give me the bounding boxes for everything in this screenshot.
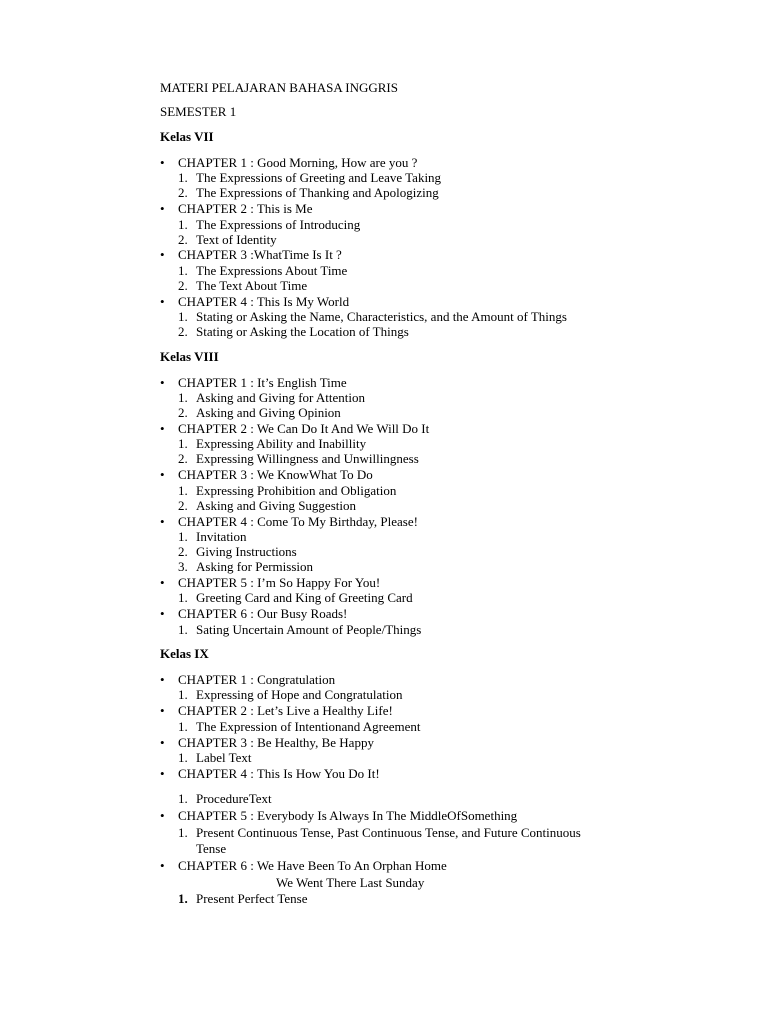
item-text: Present Perfect Tense (196, 891, 308, 906)
bullet-icon: • (160, 294, 165, 309)
item-text: Tense (196, 841, 227, 856)
bullet-icon: • (160, 858, 165, 873)
bullet-icon: • (160, 808, 165, 823)
bullet-icon: • (160, 735, 165, 750)
item-text: Expressing Willingness and Unwillingness (196, 451, 419, 466)
chapter-label: CHAPTER 1 : Good Morning, How are you ? (178, 155, 418, 170)
bullet-icon: • (160, 421, 165, 436)
chapter-label: CHAPTER 5 : Everybody Is Always In The MiddleOfSomething (178, 808, 518, 823)
chapter-label: CHAPTER 4 : This Is My World (178, 294, 350, 309)
chapter-label: CHAPTER 4 : Come To My Birthday, Please! (178, 514, 418, 529)
bullet-icon: • (160, 201, 165, 216)
section-heading-kelas-vii: Kelas VII (160, 129, 214, 144)
item-text: Invitation (196, 529, 247, 544)
item-text: Greeting Card and King of Greeting Card (196, 590, 413, 605)
item-text: The Expression of Intentionand Agreement (196, 719, 421, 734)
bullet-icon: • (160, 606, 165, 621)
chapter-label-line2: We Went There Last Sunday (276, 875, 425, 890)
item-text: Sating Uncertain Amount of People/Things (196, 622, 422, 637)
item-text: Expressing Ability and Inabillity (196, 436, 367, 451)
bullet-icon: • (160, 766, 165, 781)
bullet-icon: • (160, 155, 165, 170)
chapter-label: CHAPTER 2 : Let’s Live a Healthy Life! (178, 703, 393, 718)
bullet-icon: • (160, 375, 165, 390)
chapter-label: CHAPTER 1 : Congratulation (178, 672, 336, 687)
bullet-icon: • (160, 672, 165, 687)
item-text: Text of Identity (196, 232, 277, 247)
item-text: Asking and Giving Suggestion (196, 498, 356, 513)
item-text: The Expressions of Thanking and Apologizing (196, 185, 439, 200)
item-text: Label Text (196, 750, 252, 765)
section-heading-kelas-ix: Kelas IX (160, 646, 209, 661)
chapter-label: CHAPTER 2 : We Can Do It And We Will Do It (178, 421, 430, 436)
bullet-icon: • (160, 575, 165, 590)
chapter-label: CHAPTER 3 : Be Healthy, Be Happy (178, 735, 374, 750)
bullet-icon: • (160, 703, 165, 718)
chapter-label: CHAPTER 5 : I’m So Happy For You! (178, 575, 381, 590)
chapter-label: CHAPTER 1 : It’s English Time (178, 375, 347, 390)
chapter-label: CHAPTER 3 : We KnowWhat To Do (178, 467, 373, 482)
chapter-label: CHAPTER 2 : This is Me (178, 201, 313, 216)
chapter-label: CHAPTER 4 : This Is How You Do It! (178, 766, 380, 781)
item-text: Expressing of Hope and Congratulation (196, 687, 403, 702)
chapter-label: CHAPTER 6 : We Have Been To An Orphan Home (178, 858, 447, 873)
item-text: The Expressions About Time (196, 263, 348, 278)
document-page: MATERI PELAJARAN BAHASA INGGRIS SEMESTER 1 Kelas VII • CHAPTER 1 : Good Morning, How are you ? 1. The Expressions of Greeting and Leave Taking 2. The Expressions of Thanking and Apologizing • CHAPTER 2 : This is Me 1. The Expressions of Introducing 2. Text of Identity • CHAPTER 3 :WhatTime Is It ? 1. The Expressions About Time 2. The Text About Time • CHAPTER 4 : This Is My World 1. Stating or Asking the Name, Characteristics, and the Amount of Things 2. Stating or Asking the Location of Things Kelas VIII • CHAPTER 1 : It’s English Time 1. Asking and Giving for Attention 2. Asking and Giving Opinion • CHAPTER 2 : We Can Do It And We Will Do It 1. Expressing Ability and Inabillity 2. Expressing Willingness and Unwillingness • CHAPTER 3 : We KnowWhat To Do 1. Expressing Prohibition and Obligation 2. Asking and Giving Suggestion • CHAPTER 4 : Come To My Birthday, Please! 1. Invitation 2. Giving Instructions 3. Asking for Permission • CHAPTER 5 : I’m So Happy For You! 1. Greeting Card and King of Greeting Card • CHAPTER 6 : Our Busy Roads! 1. Sating Uncertain Amount of People/Things Kelas IX • CHAPTER 1 : Congratulation 1. Expressing of Hope and Congratulation • CHAPTER 2 : Let’s Live a Healthy Life! 1. The Expression of Intentionand Agreement • CHAPTER 3 : Be Healthy, Be Happy 1. Label Text • CHAPTER 4 : This Is How You Do It! 1. ProcedureText • CHAPTER 5 : Everybody Is Always In The MiddleOfSomething 1. Present Continuous Tense, Past Continuous Tense, and Future Continuous Tense • CHAPTER 6 : We Have Been To An Orphan Home We Went There Last Sunday 1. Present Perfect Tense (160, 80, 581, 906)
bullet-icon: • (160, 467, 165, 482)
item-text: Asking and Giving Opinion (196, 405, 341, 420)
chapter-label: CHAPTER 3 :WhatTime Is It ? (178, 247, 342, 262)
item-text: Giving Instructions (196, 544, 297, 559)
item-text: Asking for Permission (196, 559, 313, 574)
bullet-icon: • (160, 247, 165, 262)
item-text: Expressing Prohibition and Obligation (196, 483, 397, 498)
item-text: Stating or Asking the Location of Things (196, 324, 409, 339)
item-text: The Expressions of Introducing (196, 217, 361, 232)
section-heading-kelas-viii: Kelas VIII (160, 349, 219, 364)
item-text: ProcedureText (196, 791, 272, 806)
item-text: The Text About Time (196, 278, 308, 293)
bullet-icon: • (160, 514, 165, 529)
document-title: MATERI PELAJARAN BAHASA INGGRIS (160, 80, 398, 95)
semester-label: SEMESTER 1 (160, 104, 237, 119)
item-text: Stating or Asking the Name, Characteristics, and the Amount of Things (196, 309, 567, 324)
item-text: Asking and Giving for Attention (196, 390, 365, 405)
item-text: Present Continuous Tense, Past Continuous Tense, and Future Continuous (196, 825, 581, 840)
chapter-label: CHAPTER 6 : Our Busy Roads! (178, 606, 348, 621)
item-text: The Expressions of Greeting and Leave Taking (196, 170, 442, 185)
